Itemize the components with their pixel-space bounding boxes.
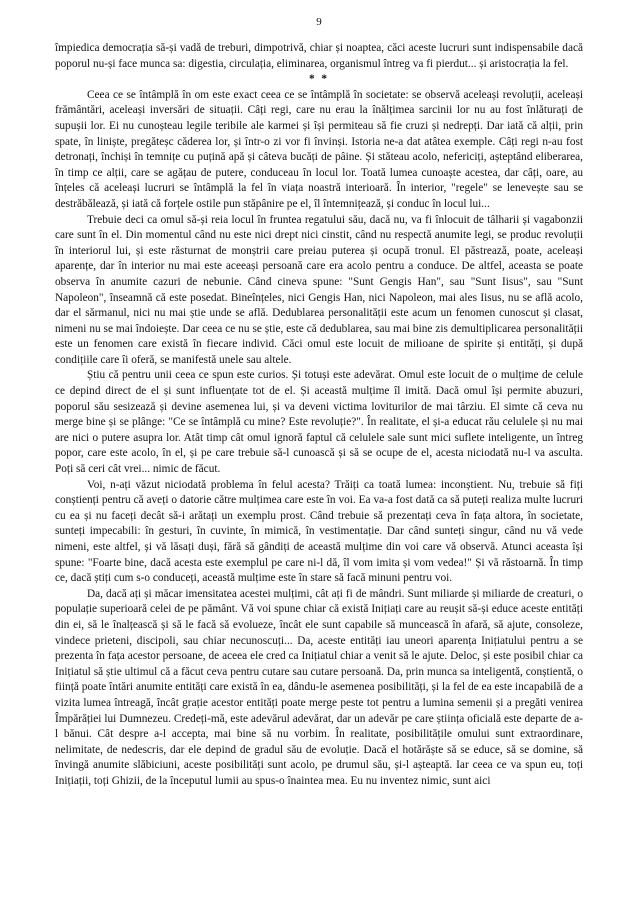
paragraph-continuation: împiedica democrația să-și vadă de treburi, dimpotrivă, chiar și noaptea, căci aceste lucruri sunt indispensabile dacă poporul nu-și face munca sa: digestia, circulația, eliminarea, organismul întreg va fi pierdut... și aristocrația la fel.: [55, 42, 583, 70]
paragraph: Ceea ce se întâmplă în om este exact ceea ce se întâmplă în societate: se observă aceleași revoluții, aceleași frământări, aceleași inversări de situații. Câți regi, care nu erau la înălțimea sarcinii lor nu au fost înlăturați de supușii lor. Ei nu cunoșteau legile teribile ale karmei și își permiteau să fie cruzi și nedrepți. Dar iată că alții, prin spate, în liniște, pregăteșc căderea lor, și într-o zi vor fi învinși. Istoria ne-a dat atâtea exemple. Câți regi n-au fost detronați, închiși în temnițe cu puțină apă și câteva bucăți de pâine. Și stăteau acolo, nefericiți, așteptând eliberarea, în timp ce alții, care se agățau de putere, conduceau în locul lor. Toată lumea cunoaște acestea, dar câți, oare, au înțeles că aceleași lucruri se întâmplă la fel în viața noastră interioară. În interior, "regele" se lenevește sau se destrăbălează, și iată că forțele ostile pun stăpânire pe el, îl întemnițează, și conduc în locul lui...: [55, 88, 583, 210]
body-text: [55, 41, 583, 790]
paragraph: Trebuie deci ca omul să-și reia locul în fruntea regatului său, dacă nu, va fi înlocuit de tâlharii și vagabonzii care sunt în el. Din momentul când nu este nici drept nici cinstit, când nu respectă anumite legi, se produc revoluții în interiorul lui, și este răsturnat de monștrii care preiau puterea și ocupă tronul. El păstrează, poate, aceleași aparențe, dar în interior nu mai este aceeași persoană care era acolo pentru a conduce. De altfel, aceasta se poate observa în anumite cazuri de nebunie. Când cineva spune: "Sunt Gengis Han", sau "Sunt Iisus", sau "Sunt Napoleon", înseamnă că este posedat. Bineînțeles, nici Gengis Han, nici Napoleon, mai ales Iisus, nu se află acolo, dar el sărmanul, nici nu mai știe unde se află. Dedublarea personalității este acum un fenomen cunoscut și clasat, nimeni nu se mai îndoiește. Dar ceea ce nu se știe, este că dedublarea, sau mai bine zis demultiplicarea personalității este un fenomen care există în fiecare individ. Căci omul este locuit de milioane de spirite și entități, și după condițiile care îi oferă, se manifestă unele sau altele.: [55, 213, 583, 366]
paragraph: Știu că pentru unii ceea ce spun este curios. Și totuși este adevărat. Omul este locuit de o mulțime de celule ce depind direct de el și sunt influențate tot de el. Și această mulțime îl imită. Dacă omul își permite abuzuri, poporul său sesizează și devine asemenea lui, și va deveni victima loviturilor de mai târziu. El simte că ceva nu merge bine și se plânge: "Ce se întâmplă cu mine? Este revoluție?". În realitate, el și-a educat rău celulele și nu mai are nici o putere asupra lor. Atât timp cât omul ignoră faptul că celulele sale sunt mici suflete inteligente, un întreg popor, care este acolo, în el, și pe care trebuie să-l cunoască și să se ocupe de el, acesta niciodată nu-l va asculta. Poți să ceri cât vrei... nimic de făcut.: [55, 369, 583, 476]
paragraph: Voi, n-ați văzut niciodată problema în felul acesta? Trăiți ca toată lumea: inconștient. Nu, trebuie să fiți conștienți pentru că aveți o datorie către mulțimea care este în voi. Ea va-a fost dată ca să puteți realiza multe lucruri cu ea și nu faceți decât să-i arătați un exemplu prost. Când trebuie să prezentați ceva în fața altora, în societate, sunteți impecabili: în gesturi, în cuvinte, în mimică, în vestimentație. Dar când sunteți singur, când nu vă vede nimeni, este altfel, și vă lăsați duși, fără să gândiți de această mulțime din voi care vă observă. Atunci aceasta își spune: "Foarte bine, dacă acesta este exemplul pe care ni-l dă, îl vom imita și vom vedea!" Și vă răstoarnă. În timp ce, dacă știți cum s-o conduceți, această mulțime este în stare să facă minuni pentru voi.: [55, 478, 583, 585]
paragraph: Da, dacă ați și măcar imensitatea acestei mulțimi, cât ați fi de mândri. Sunt miliarde și miliarde de creaturi, o populație superioară celei de pe pământ. Vă voi spune chiar că există Inițiați care au reușit să-și educe aceste entități din ei, să le înalțească și să le facă să evolueze, încât ele sunt capabile să muncească în afară, să ajute, consoleze, vindece prieteni, discipoli, sau chiar necunoscuți... Da, aceste entități iau uneori aparența Inițiatului pentru a se prezenta în fața acestor persoane, de aceea ele cred ca Inițiatul chiar a venit să le ajute. Deloc, și este posibil chiar ca Inițiatul să știe ultimul că a făcut ceva pentru cutare sau cutare persoană. Da, prin munca sa inteligentă, conștientă, o ființă poate întări anumite entități care există în ea, dându-le asemenea posibilități, și la fel de ea este incapabilă de a vizita lumea întreagă, încât grație acestor entități poate merge peste tot pentru a lumina semenii și a pregăti venirea Împărăției lui Dumnezeu. Credeți-mă, este adevărul adevărat, dar un adevăr pe care știința oficială este departe de a-l bănui. Cât despre a-l accepta, mai bine să nu vorbim. În realitate, posibilitățile omului sunt extraordinare, nelimitate, de nedescris, dar ele depind de gradul său de evoluție. Dacă el hotărăște să se educe, să se domine, să învingă anumite slăbiciuni, aceste posibilități sunt acolo, pe drumul său, și-l așteaptă. Iar ceea ce va spun eu, toți Inițiații, toți Ghizii, de la începutul lumii au spus-o înaintea mea. Eu nu inventez nimic, sunt aici: [55, 587, 583, 787]
page-number: 9: [316, 16, 322, 28]
section-separator: * *: [308, 73, 330, 86]
